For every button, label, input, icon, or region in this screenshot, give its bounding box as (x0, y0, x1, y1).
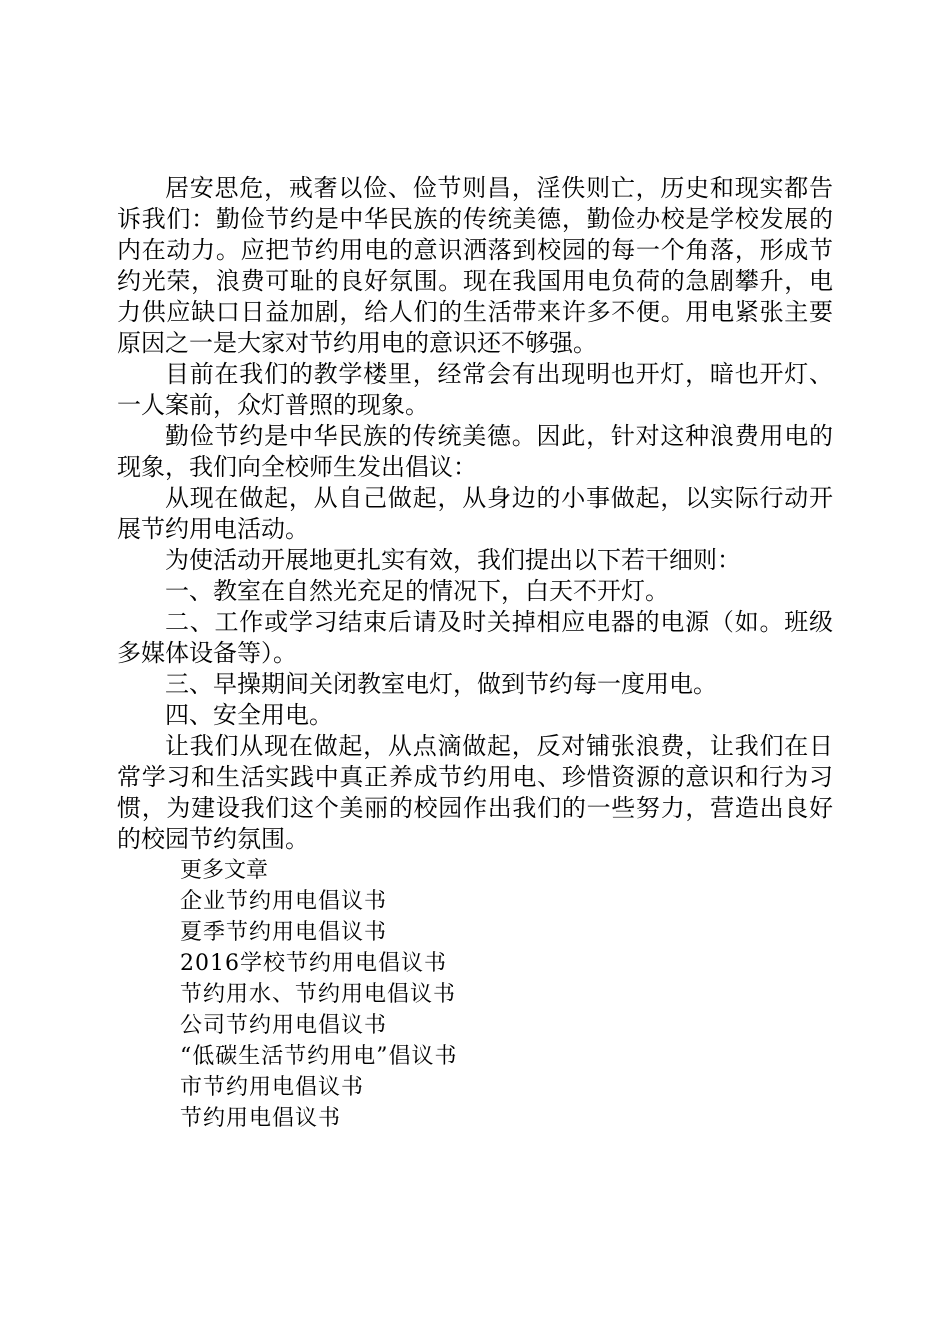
paragraph-proposal: 勤俭节约是中华民族的传统美德。因此，针对这种浪费用电的现象，我们向全校师生发出倡议： (117, 422, 833, 481)
article-link[interactable]: 节约用电倡议书 (180, 1106, 342, 1131)
more-articles-heading: 更多文章 (180, 858, 269, 883)
article-link[interactable]: 节约用水、节约用电倡议书 (180, 982, 457, 1007)
paragraph-rule-3: 三、早操期间关闭教室电灯，做到节约每一度用电。 (165, 670, 717, 698)
paragraph-start-now: 从现在做起，从自己做起，从身边的小事做起，以实际行动开展节约用电活动。 (117, 484, 833, 543)
more-articles-list (117, 886, 833, 1134)
document-body (117, 173, 833, 1134)
paragraph-rule-4: 四、安全用电。 (165, 701, 333, 729)
article-link[interactable]: “低碳生活节约用电”倡议书 (180, 1044, 458, 1069)
article-link[interactable]: 2016学校节约用电倡议书 (180, 951, 447, 976)
paragraph-rules-intro: 为使活动开展地更扎实有效，我们提出以下若干细则： (165, 546, 741, 574)
article-link[interactable]: 夏季节约用电倡议书 (180, 920, 388, 945)
article-link[interactable]: 企业节约用电倡议书 (180, 889, 388, 914)
paragraph-intro: 居安思危，戒奢以俭、俭节则昌，淫佚则亡，历史和现实都告诉我们：勤俭节约是中华民族的传统美德，勤俭办校是学校发展的内在动力。应把节约用电的意识洒落到校园的每一个角落，形成节约光荣，浪费可耻的良好氛围。现在我国用电负荷的急剧攀升，电力供应缺口日益加剧，给人们的生活带来许多不便。用电紧张主要原因之一是大家对节约用电的意识还不够强。 (117, 174, 833, 357)
paragraph-conclusion: 让我们从现在做起，从点滴做起，反对铺张浪费，让我们在日常学习和生活实践中真正养成节约用电、珍惜资源的意识和行为习惯，为建设我们这个美丽的校园作出我们的一些努力，营造出良好的校园节约氛围。 (117, 732, 833, 853)
paragraph-current-situation: 目前在我们的教学楼里，经常会有出现明也开灯，暗也开灯、一人案前，众灯普照的现象。 (117, 360, 833, 419)
article-link[interactable]: 公司节约用电倡议书 (180, 1013, 388, 1038)
paragraph-rule-2: 二、工作或学习结束后请及时关掉相应电器的电源（如。班级多媒体设备等）。 (117, 608, 833, 667)
article-link[interactable]: 市节约用电倡议书 (180, 1075, 365, 1100)
paragraph-rule-1: 一、教室在自然光充足的情况下，白天不开灯。 (165, 577, 669, 605)
